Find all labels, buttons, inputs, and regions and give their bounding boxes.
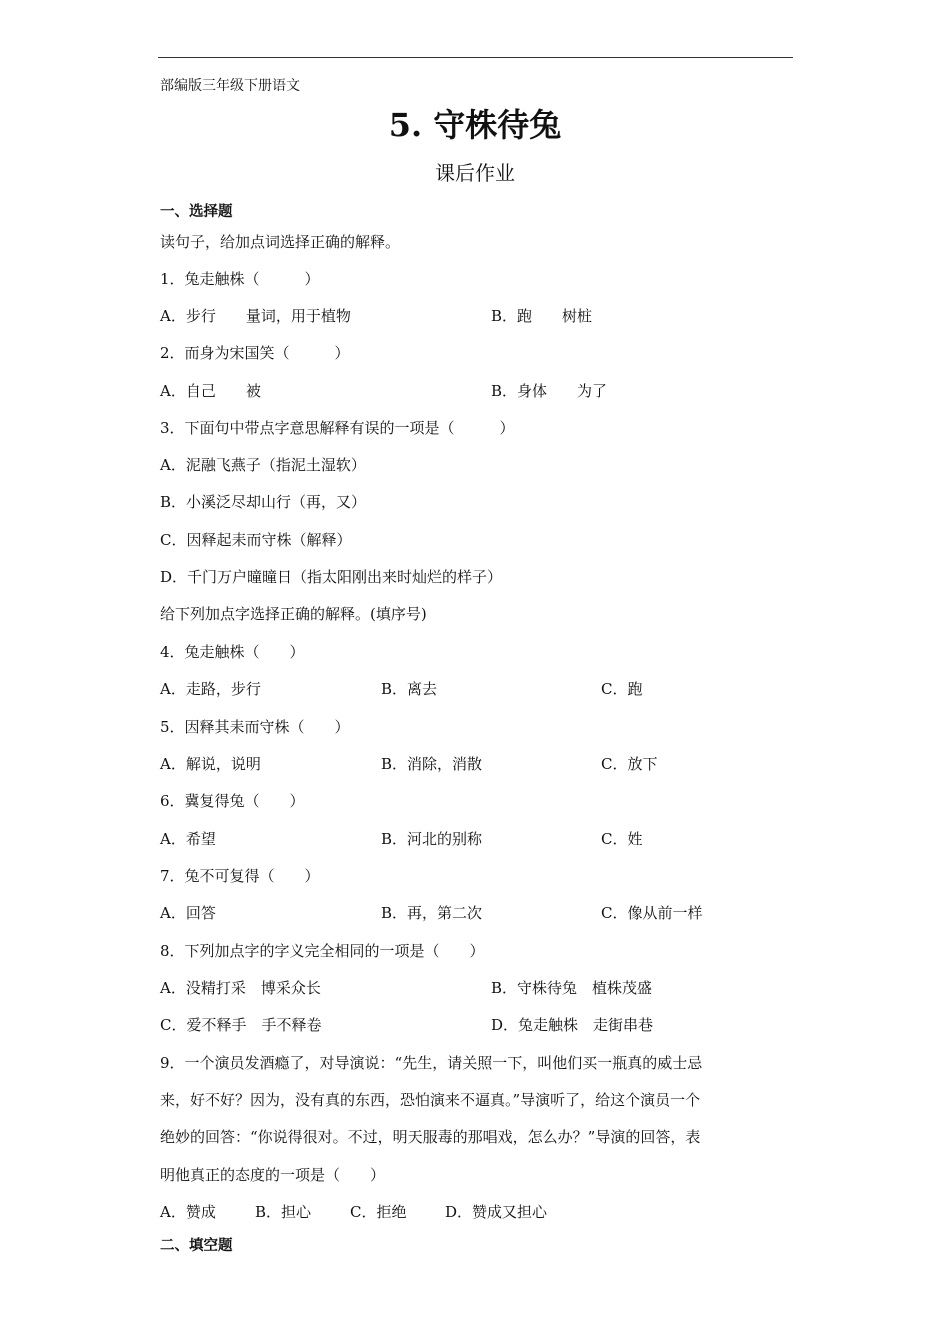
q6-option-c: C．姓 — [601, 830, 643, 848]
question-2: 2．而身为宋国笑（ ） — [160, 344, 350, 362]
q5-option-a: A．解说，说明 — [160, 755, 261, 773]
q9-option-a: A．赞成 — [160, 1203, 216, 1221]
question-9-line-2: 来，好不好？因为，没有真的东西，恐怕演来不逼真。”导演听了，给这个演员一个 — [160, 1091, 701, 1109]
question-9-line-1: 9．一个演员发酒瘾了，对导演说：“先生，请关照一下，叫他们买一瓶真的威士忌 — [160, 1054, 703, 1072]
question-6: 6．冀复得兔（ ） — [160, 792, 305, 810]
q6-option-b: B．河北的别称 — [381, 830, 483, 848]
instruction-2: 给下列加点字选择正确的解释。(填序号) — [160, 605, 427, 623]
question-1: 1．兔走触株（ ） — [160, 270, 320, 288]
q7-option-c: C．像从前一样 — [601, 904, 703, 922]
q9-option-d: D．赞成又担心 — [445, 1203, 548, 1221]
q6-option-a: A．希望 — [160, 830, 216, 848]
page-title: 5. 守株待兔 — [388, 106, 562, 144]
q1-option-a: A．步行 量词，用于植物 — [160, 307, 351, 325]
question-9-line-4: 明他真正的态度的一项是（ ） — [160, 1166, 386, 1184]
header-rule — [158, 57, 793, 58]
question-5: 5．因释其耒而守株（ ） — [160, 718, 350, 736]
q8-option-a: A．没精打采 博采众长 — [160, 979, 321, 997]
q1-option-b: B．跑 树桩 — [491, 307, 593, 325]
q3-option-c: C．因释起耒而守株（解释） — [160, 531, 352, 549]
question-9-line-3: 绝妙的回答：“你说得很对。不过，明天服毒的那唱戏，怎么办？”导演的回答，表 — [160, 1128, 701, 1146]
q8-option-c: C．爱不释手 手不释卷 — [160, 1016, 322, 1034]
q8-option-d: D．兔走触株 走街串巷 — [491, 1016, 654, 1034]
q7-option-b: B．再，第二次 — [381, 904, 483, 922]
book-label: 部编版三年级下册语文 — [160, 78, 300, 94]
question-7: 7．兔不可复得（ ） — [160, 867, 320, 885]
q5-option-c: C．放下 — [601, 755, 658, 773]
q9-option-b: B．担心 — [255, 1203, 312, 1221]
q2-option-a: A．自己 被 — [160, 382, 261, 400]
q9-option-c: C．拒绝 — [350, 1203, 407, 1221]
q5-option-b: B．消除，消散 — [381, 755, 483, 773]
q4-option-b: B．离去 — [381, 680, 438, 698]
q4-option-a: A．走路，步行 — [160, 680, 261, 698]
page-subtitle: 课后作业 — [435, 161, 515, 185]
q8-option-b: B．守株待兔 植株茂盛 — [491, 979, 653, 997]
section-heading-choice: 一、选择题 — [160, 203, 233, 220]
q3-option-a: A．泥融飞燕子（指泥土湿软） — [160, 456, 366, 474]
question-8: 8．下列加点字的字义完全相同的一项是（ ） — [160, 942, 485, 960]
instruction-1: 读句子，给加点词选择正确的解释。 — [160, 233, 401, 251]
q3-option-d: D．千门万户曈曈日（指太阳刚出来时灿烂的样子） — [160, 568, 503, 586]
question-3: 3．下面句中带点字意思解释有误的一项是（ ） — [160, 419, 515, 437]
q4-option-c: C．跑 — [601, 680, 643, 698]
question-4: 4．兔走触株（ ） — [160, 643, 305, 661]
q2-option-b: B．身体 为了 — [491, 382, 608, 400]
q3-option-b: B．小溪泛尽却山行（再，又） — [160, 493, 367, 511]
q7-option-a: A．回答 — [160, 904, 216, 922]
section-heading-fill: 二、填空题 — [160, 1237, 233, 1254]
